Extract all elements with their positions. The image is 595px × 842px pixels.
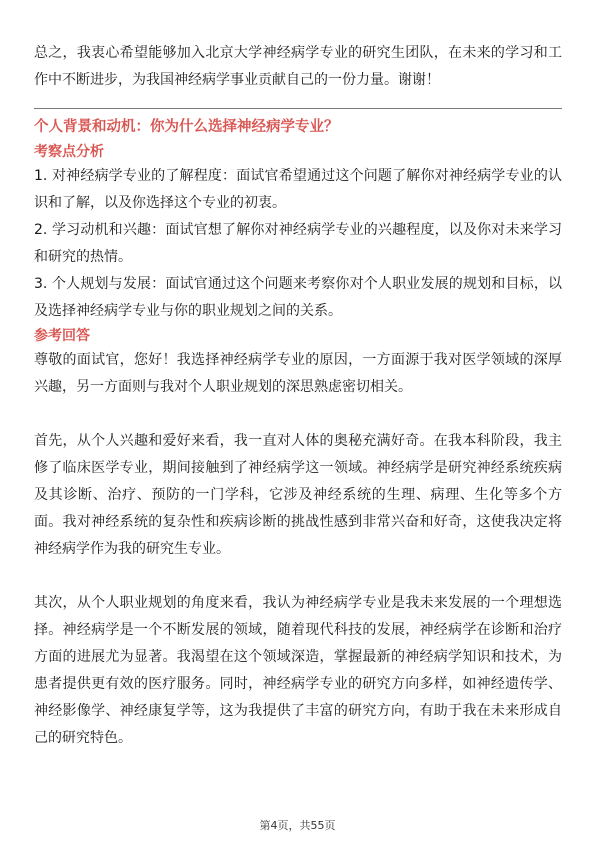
analysis-item: 2. 学习动机和兴趣：面试官想了解你对神经病学专业的兴趣程度，以及你对未来学习和研究的热情。 bbox=[34, 222, 562, 265]
closing-paragraph: 总之，我衷心希望能够加入北京大学神经病学专业的研究生团队，在未来的学习和工作中不断进步，为我国神经病学事业贡献自己的一份力量。谢谢！ bbox=[34, 45, 562, 88]
answer-paragraph: 其次，从个人职业规划的角度来看，我认为神经病学专业是我未来发展的一个理想选择。神经病学是一个不断发展的领域，随着现代科技的发展，神经病学在诊断和治疗方面的进展尤为显著。我渴望在这个领域深造，掌握最新的神经病学知识和技术，为患者提供更有效的医疗服务。同时，神经病学专业的研究方向多样，如神经遗传学、神经影像学、神经康复学等，这为我提供了丰富的研究方向，有助于我在未来形成自己的研究特色。 bbox=[34, 595, 562, 746]
question-title: 个人背景和动机：你为什么选择神经病学专业？ bbox=[34, 119, 339, 135]
document-page bbox=[34, 40, 562, 752]
analysis-heading: 考察点分析 bbox=[34, 144, 104, 160]
analysis-item: 3. 个人规划与发展：面试官通过这个问题来考察你对个人职业发展的规划和目标，以及选择神经病学专业与你的职业规划之间的关系。 bbox=[34, 276, 562, 319]
page-footer: 第4页，共55页 bbox=[259, 819, 336, 832]
paragraph-spacer bbox=[34, 563, 562, 590]
analysis-item: 1. 对神经病学专业的了解程度：面试官希望通过这个问题了解你对神经病学专业的认识和了解，以及你选择这个专业的初衷。 bbox=[34, 168, 562, 211]
answer-paragraph: 尊敬的面试官，您好！我选择神经病学专业的原因，一方面源于我对医学领域的深厚兴趣，另一方面则与我对个人职业规划的深思熟虑密切相关。 bbox=[34, 352, 562, 395]
section-divider bbox=[34, 108, 562, 109]
paragraph-spacer bbox=[34, 401, 562, 428]
answer-paragraph: 首先，从个人兴趣和爱好来看，我一直对人体的奥秘充满好奇。在我本科阶段，我主修了临床医学专业，期间接触到了神经病学这一领域。神经病学是研究神经系统疾病及其诊断、治疗、预防的一门学科，它涉及神经系统的生理、病理、生化等多个方面。我对神经系统的复杂性和疾病诊断的挑战性感到非常兴奋和好奇，这使我决定将神经病学作为我的研究生专业。 bbox=[34, 433, 562, 557]
answer-heading: 参考回答 bbox=[34, 328, 90, 344]
